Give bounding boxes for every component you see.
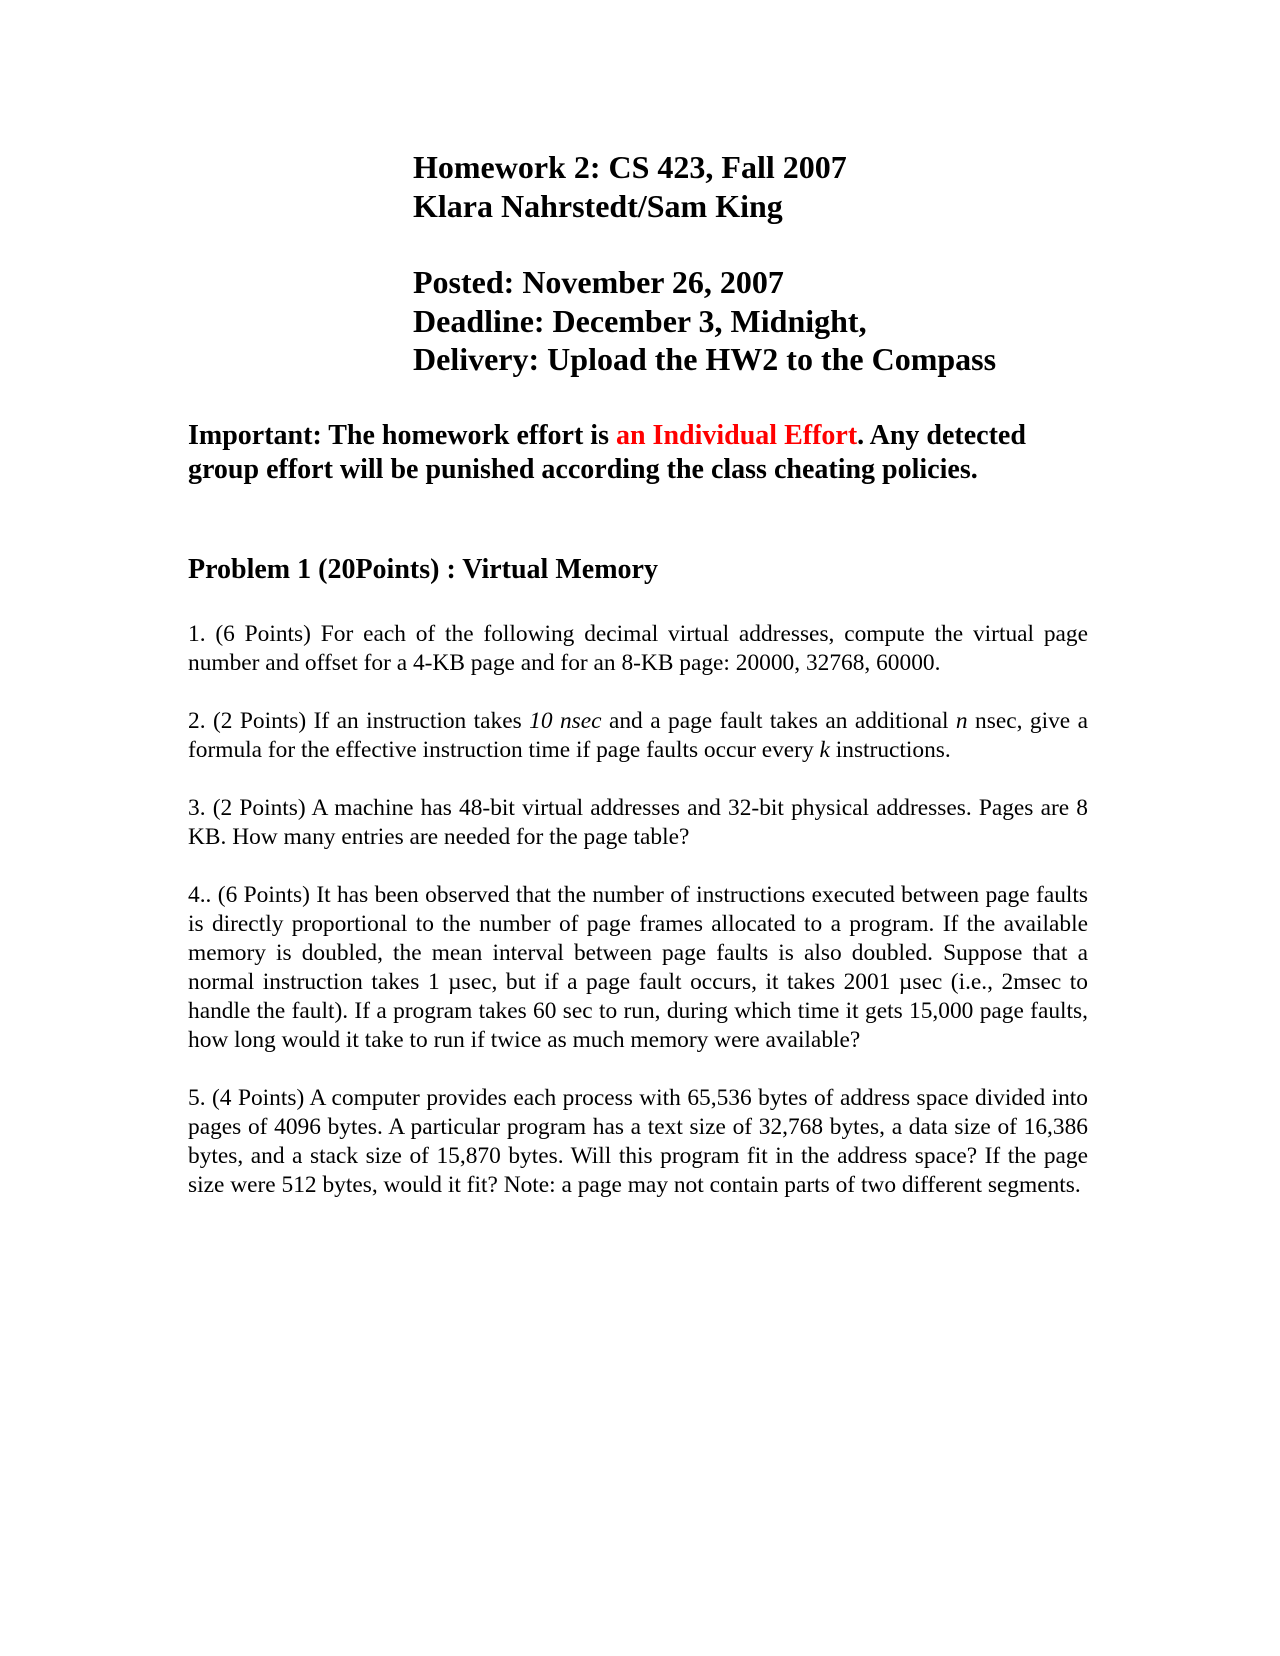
problem-heading: Problem 1 (20Points) : Virtual Memory bbox=[188, 554, 658, 585]
question-3: 3. (2 Points) A machine has 48-bit virtual addresses and 32-bit physical addresses. Pages are 8 KB. How many entries are needed for the page table? bbox=[188, 795, 1088, 850]
important-notice bbox=[188, 419, 1088, 486]
question-2 bbox=[188, 707, 1088, 765]
deadline-line: Deadline: December 3, Midnight, bbox=[413, 302, 867, 339]
question-2-text-d: instructions. bbox=[829, 737, 951, 763]
important-prefix: Important: The homework effort is bbox=[188, 420, 616, 451]
individual-effort-highlight: an Individual Effort bbox=[615, 420, 858, 451]
important-suffix: . Any detected group effort will be punished according the class cheating policies. bbox=[188, 420, 1026, 485]
question-2-italic-n: n bbox=[955, 708, 968, 734]
question-2-text-a: 2. (2 Points) If an instruction takes bbox=[188, 708, 530, 734]
posted-date: Posted: November 26, 2007 bbox=[413, 264, 784, 300]
homework-title: Homework 2: CS 423, Fall 2007 bbox=[413, 149, 847, 185]
question-2-text-b: and a page fault takes an additional bbox=[601, 708, 956, 734]
question-4: 4.. (6 Points) It has been observed that the number of instructions executed between page faults is directly proportional to the number of page frames allocated to a program. If the available memory is doubled, the mean interval between page faults is also doubled. Suppose that a normal instruction takes 1 µsec, but if a page fault occurs, it takes 2001 µsec (i.e., 2msec to handle the fault). If a program takes 60 sec to run, during which time it gets 15,000 page faults, how long would it take to run if twice as much memory were available? bbox=[188, 882, 1088, 1053]
question-list bbox=[188, 620, 1088, 1229]
document-header bbox=[413, 148, 996, 379]
header-spacer bbox=[413, 225, 996, 263]
authors-line: Klara Nahrstedt/Sam King bbox=[413, 187, 783, 224]
question-1: 1. (6 Points) For each of the following decimal virtual addresses, compute the virtual page number and offset for a 4-KB page and for an 8-KB page: 20000, 32768, 60000. bbox=[188, 621, 1088, 676]
question-2-text-c: nsec, give a formula for the effective instruction time if page faults occur every bbox=[188, 708, 1088, 763]
question-2-italic-time: 10 nsec bbox=[529, 708, 602, 734]
delivery-line: Delivery: Upload the HW2 to the Compass bbox=[413, 341, 997, 377]
question-5: 5. (4 Points) A computer provides each process with 65,536 bytes of address space divided into pages of 4096 bytes. A particular program has a text size of 32,768 bytes, a data size of 16,386 bytes, and a stack size of 15,870 bytes. Will this program fit in the address space? If the page size were 512 bytes, would it fit? Note: a page may not contain parts of two different segments. bbox=[188, 1085, 1088, 1198]
question-2-italic-k: k bbox=[819, 737, 830, 763]
